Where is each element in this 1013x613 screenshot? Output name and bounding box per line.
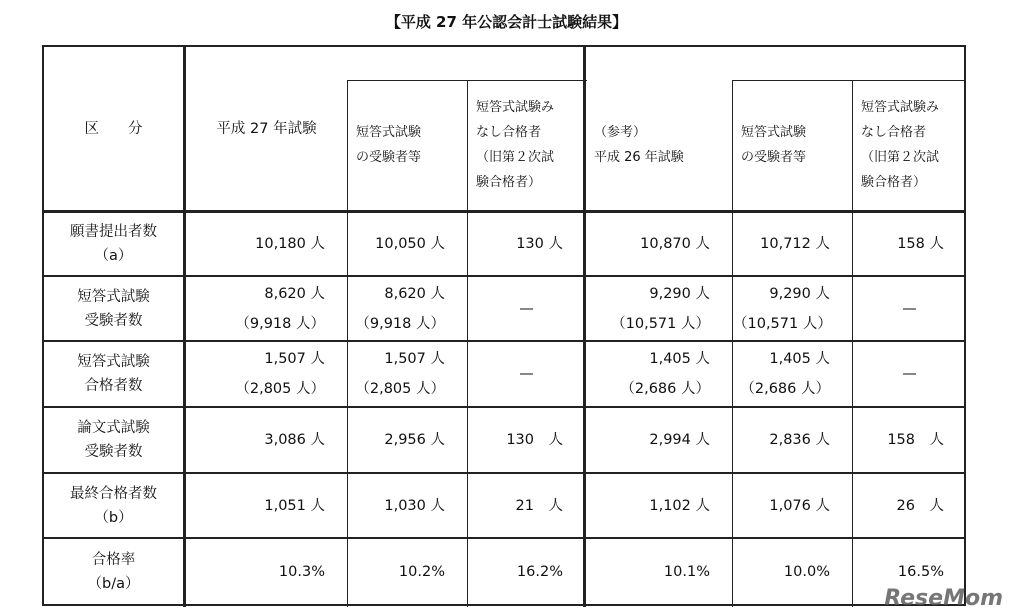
table-cell: 9,290 人 （10,571 人） xyxy=(611,285,710,332)
table-cell: 1,405 人 （2,686 人） xyxy=(740,351,830,397)
table-cell: 130 人 xyxy=(506,432,563,448)
table-cell: 2,994 人 xyxy=(649,432,710,448)
table-cell: 10,050 人 xyxy=(375,236,445,252)
table-cell: 1,507 人 （2,805 人） xyxy=(355,351,445,397)
table-cell: 10.2% xyxy=(398,564,445,580)
table-cell: 1,030 人 xyxy=(384,497,445,514)
row-label: 短答式試験 受験者数 xyxy=(77,288,150,329)
table-cell: — xyxy=(519,300,534,317)
resemom-watermark: ReseMom xyxy=(884,586,1003,611)
table-cell: 1,507 人 （2,805 人） xyxy=(235,351,325,397)
table-cell: 1,102 人 xyxy=(649,497,710,514)
header-h27-deemed: 短答式試験み なし合格者 （旧第２次試 験合格者） xyxy=(476,100,555,190)
table-cell: 16.5% xyxy=(897,564,944,580)
table-cell: 26 人 xyxy=(896,497,944,514)
row-label: 最終合格者数 （b） xyxy=(70,485,157,526)
exam-results-table xyxy=(42,45,966,606)
table-cell: 1,051 人 xyxy=(264,497,325,514)
table-cell: 1,076 人 xyxy=(769,497,830,514)
table-cell: 10,870 人 xyxy=(640,236,710,252)
table-cell: 2,836 人 xyxy=(769,432,830,448)
row-label: 合格率 （b/a） xyxy=(87,552,140,592)
row-label: 論文式試験 受験者数 xyxy=(77,420,150,460)
table-cell: 8,620 人 （9,918 人） xyxy=(355,285,445,332)
table-cell: 8,620 人 （9,918 人） xyxy=(235,285,325,332)
table-cell: 3,086 人 xyxy=(264,432,325,448)
table-cell: 2,956 人 xyxy=(384,432,445,448)
table-cell: 10.0% xyxy=(783,564,830,580)
table-cell: — xyxy=(902,366,917,382)
table-cell: — xyxy=(902,300,917,317)
header-h26-short: 短答式試験 の受験者等 xyxy=(741,125,807,165)
document-title: 【平成 27 年公認会計士試験結果】 xyxy=(385,13,628,31)
table-cell: 130 人 xyxy=(516,236,563,252)
table-cell: 16.2% xyxy=(516,564,563,580)
table-cell: 10,712 人 xyxy=(760,236,830,252)
header-h26-deemed: 短答式試験み なし合格者 （旧第２次試 験合格者） xyxy=(861,100,940,190)
header-h27-short: 短答式試験 の受験者等 xyxy=(356,125,422,165)
table-cell: 158 人 xyxy=(887,432,944,448)
table-cell: — xyxy=(519,366,534,382)
row-label: 短答式試験 合格者数 xyxy=(77,354,150,394)
table-cell: 158 人 xyxy=(897,236,944,252)
row-label: 願書提出者数 （a） xyxy=(70,224,157,264)
table-cell: 10.1% xyxy=(663,564,710,580)
header-h27: 平成 27 年試験 xyxy=(216,120,317,137)
table-cell: 10,180 人 xyxy=(255,236,325,252)
table-cell: 10.3% xyxy=(278,564,325,580)
header-h26: （参考） 平成 26 年試験 xyxy=(594,125,684,165)
table-cell: 21 人 xyxy=(515,497,563,514)
header-category: 区 分 xyxy=(84,120,143,137)
table-cell: 1,405 人 （2,686 人） xyxy=(620,351,710,397)
table-cell: 9,290 人 （10,571 人） xyxy=(733,285,832,332)
